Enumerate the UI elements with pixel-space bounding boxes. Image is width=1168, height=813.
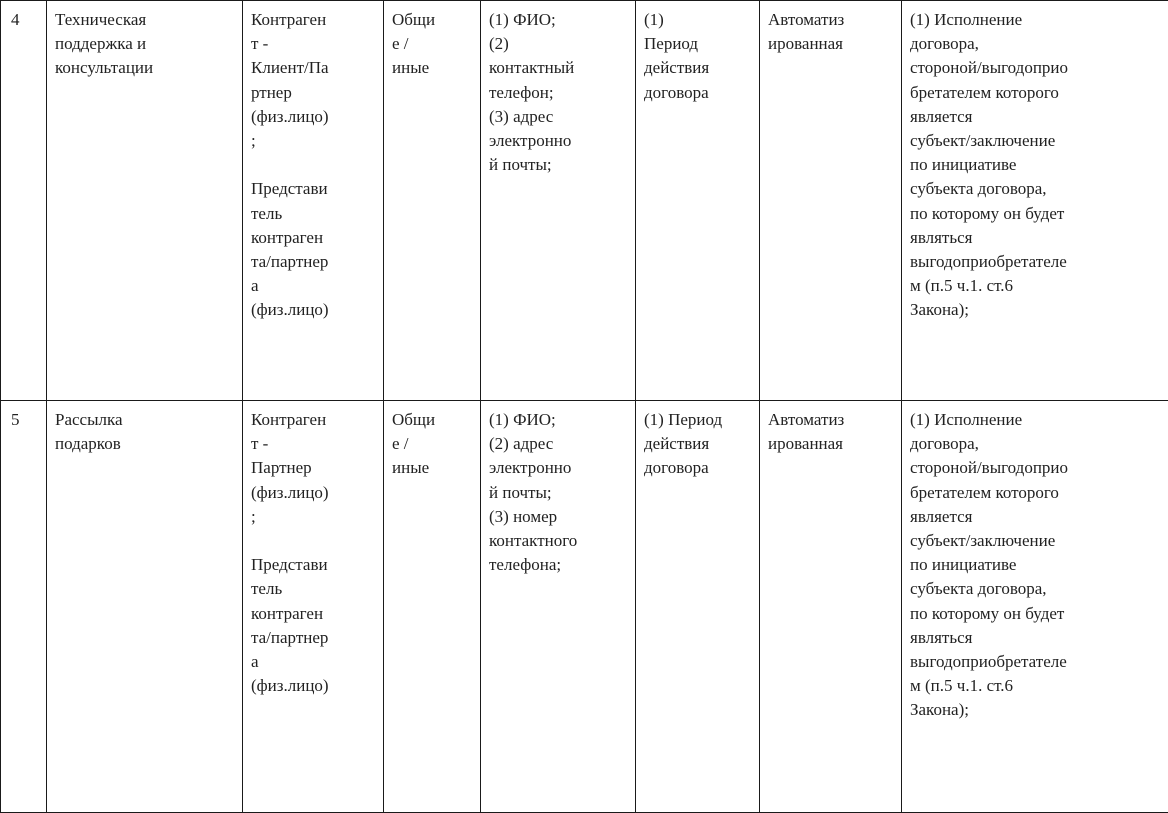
cell-line: по которому он будет <box>910 602 1162 626</box>
processing-method-cell <box>760 401 902 813</box>
row-number-cell: 5 <box>1 401 47 813</box>
category-cell <box>384 401 481 813</box>
subjects-cell <box>243 1 384 401</box>
cell-line: телефон; <box>489 81 629 105</box>
cell-line: электронно <box>489 456 629 480</box>
period-cell <box>636 1 760 401</box>
legal-basis-cell <box>902 401 1168 813</box>
row-number-cell: 4 <box>1 1 47 401</box>
cell-line: действия <box>644 56 753 80</box>
cell-line: контактного <box>489 529 629 553</box>
cell-line: Представи <box>251 177 377 201</box>
cell-line: (физ.лицо) <box>251 674 377 698</box>
cell-line <box>251 153 377 177</box>
cell-line: договора <box>644 81 753 105</box>
cell-line: й почты; <box>489 153 629 177</box>
cell-line: (физ.лицо) <box>251 481 377 505</box>
cell-line: электронно <box>489 129 629 153</box>
period-cell <box>636 401 760 813</box>
cell-line: иные <box>392 456 474 480</box>
cell-line: (физ.лицо) <box>251 105 377 129</box>
cell-line: ; <box>251 129 377 153</box>
cell-line: иные <box>392 56 474 80</box>
cell-line: (1) Исполнение <box>910 8 1162 32</box>
cell-line: выгодоприобретателе <box>910 250 1162 274</box>
cell-line: бретателем которого <box>910 481 1162 505</box>
cell-line: контактный <box>489 56 629 80</box>
cell-line: (1) ФИО; <box>489 408 629 432</box>
cell-line: а <box>251 274 377 298</box>
processing-method-cell <box>760 1 902 401</box>
cell-line: та/партнер <box>251 250 377 274</box>
cell-line: ированная <box>768 32 895 56</box>
cell-line: выгодоприобретателе <box>910 650 1162 674</box>
cell-line: (2) <box>489 32 629 56</box>
cell-line: ; <box>251 505 377 529</box>
cell-line: договора, <box>910 32 1162 56</box>
cell-line: м (п.5 ч.1. ст.6 <box>910 274 1162 298</box>
cell-line: субъекта договора, <box>910 577 1162 601</box>
cell-line: Общи <box>392 408 474 432</box>
cell-line: Закона); <box>910 698 1162 722</box>
cell-line: договора <box>644 456 753 480</box>
cell-line: Автоматиз <box>768 8 895 32</box>
cell-line: тель <box>251 577 377 601</box>
cell-line: Рассылка <box>55 408 236 432</box>
cell-line: (1) Период <box>644 408 753 432</box>
cell-line: стороной/выгодоприо <box>910 456 1162 480</box>
subjects-cell <box>243 401 384 813</box>
cell-line: й почты; <box>489 481 629 505</box>
cell-line: Контраген <box>251 8 377 32</box>
cell-line: подарков <box>55 432 236 456</box>
purpose-cell <box>47 401 243 813</box>
cell-line: контраген <box>251 226 377 250</box>
cell-line: (1) Исполнение <box>910 408 1162 432</box>
data-list-cell <box>481 1 636 401</box>
cell-line: стороной/выгодоприо <box>910 56 1162 80</box>
category-cell <box>384 1 481 401</box>
cell-line <box>251 529 377 553</box>
cell-line: Автоматиз <box>768 408 895 432</box>
cell-line: Клиент/Па <box>251 56 377 80</box>
cell-line: е / <box>392 32 474 56</box>
cell-line: субъекта договора, <box>910 177 1162 201</box>
cell-line: бретателем которого <box>910 81 1162 105</box>
cell-line: е / <box>392 432 474 456</box>
cell-line: т - <box>251 32 377 56</box>
cell-line: является <box>910 505 1162 529</box>
cell-line: ированная <box>768 432 895 456</box>
cell-line: телефона; <box>489 553 629 577</box>
cell-line: (1) <box>644 8 753 32</box>
cell-line: та/партнер <box>251 626 377 650</box>
cell-line: субъект/заключение <box>910 129 1162 153</box>
data-list-cell <box>481 401 636 813</box>
table-row <box>1 401 1168 813</box>
cell-line: ртнер <box>251 81 377 105</box>
cell-line: по которому он будет <box>910 202 1162 226</box>
cell-line: действия <box>644 432 753 456</box>
cell-line: являться <box>910 626 1162 650</box>
cell-line: Закона); <box>910 298 1162 322</box>
cell-line: (2) адрес <box>489 432 629 456</box>
cell-line: по инициативе <box>910 153 1162 177</box>
cell-line: а <box>251 650 377 674</box>
cell-line: Период <box>644 32 753 56</box>
cell-line: по инициативе <box>910 553 1162 577</box>
cell-line: субъект/заключение <box>910 529 1162 553</box>
table-row <box>1 1 1168 401</box>
cell-line: консультации <box>55 56 236 80</box>
cell-line: договора, <box>910 432 1162 456</box>
cell-line: (3) номер <box>489 505 629 529</box>
cell-line: Партнер <box>251 456 377 480</box>
cell-line: (1) ФИО; <box>489 8 629 32</box>
cell-line: тель <box>251 202 377 226</box>
purpose-cell <box>47 1 243 401</box>
cell-line: м (п.5 ч.1. ст.6 <box>910 674 1162 698</box>
cell-line: (физ.лицо) <box>251 298 377 322</box>
cell-line: поддержка и <box>55 32 236 56</box>
legal-basis-cell <box>902 1 1168 401</box>
cell-line: Техническая <box>55 8 236 32</box>
cell-line: контраген <box>251 602 377 626</box>
cell-line: т - <box>251 432 377 456</box>
cell-line: являться <box>910 226 1162 250</box>
cell-line: Представи <box>251 553 377 577</box>
cell-line: является <box>910 105 1162 129</box>
cell-line: (3) адрес <box>489 105 629 129</box>
cell-line: Контраген <box>251 408 377 432</box>
cell-line: Общи <box>392 8 474 32</box>
